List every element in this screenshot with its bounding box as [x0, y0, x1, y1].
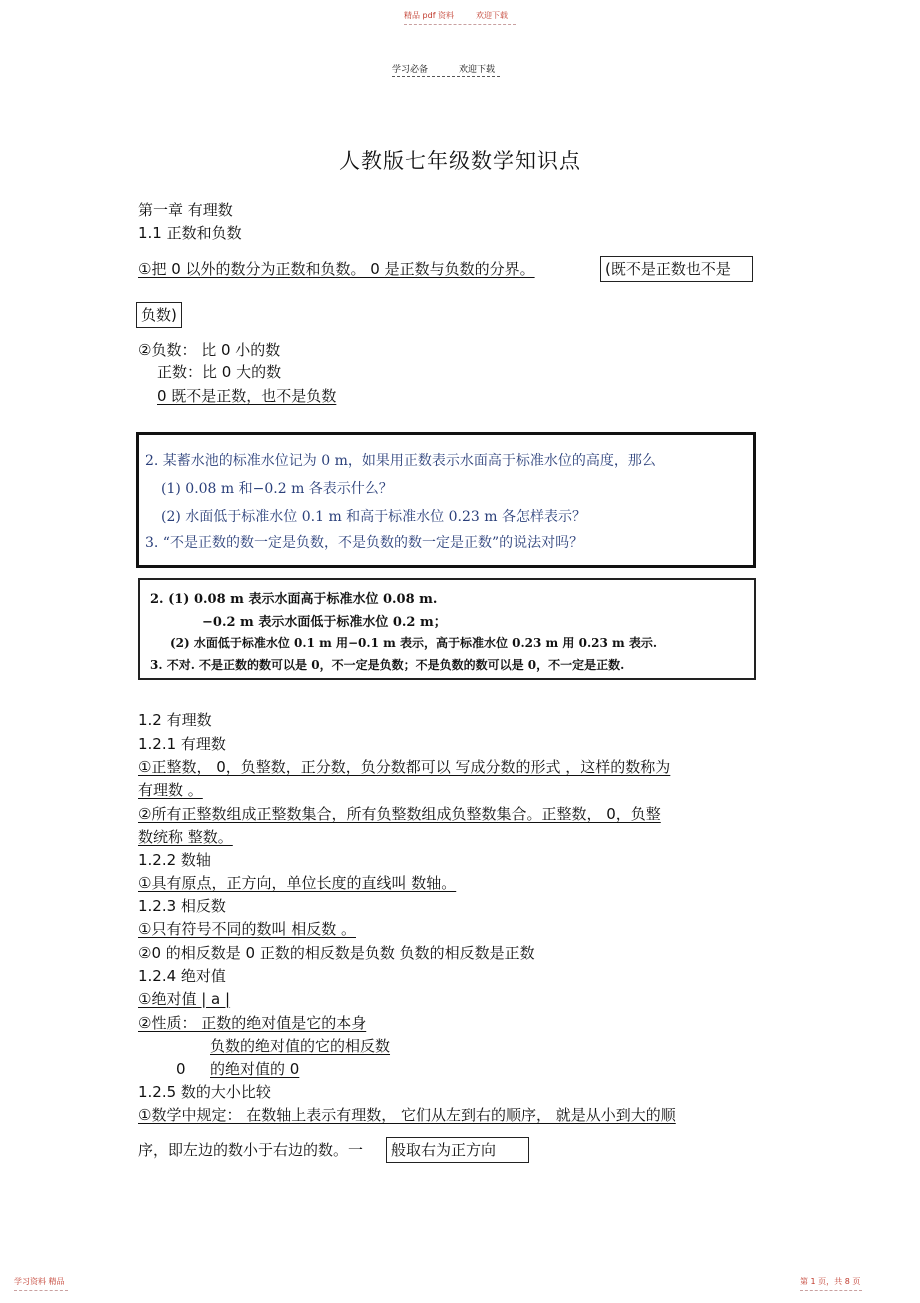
compare-2-box: 般取右为正方向	[386, 1137, 529, 1163]
answer-line-2: −0.2 m 表示水面低于标准水位 0.2 m；	[202, 615, 447, 630]
absolute-4-left: 0	[176, 1060, 186, 1078]
section-1-1: 1.1 正数和负数	[138, 224, 242, 242]
compare-2-a: 序，即左边的数小于右边的数。一	[138, 1141, 364, 1159]
question-line-1: 2. 某蓄水池的标准水位记为 0 m，如果用正数表示水面高于标准水位的高度，那么	[145, 453, 656, 469]
footer-right-divider	[800, 1290, 862, 1291]
answer-line-3: (2) 水面低于标准水位 0.1 m 用−0.1 m 表示，高于标准水位 0.23 m 用 0.23 m 表示.	[170, 636, 658, 650]
sub-header-right: 欢迎下载	[459, 65, 496, 75]
footer-page-number: 第 1 页，共 8 页	[800, 1277, 861, 1286]
section-1-2-2: 1.2.2 数轴	[138, 851, 211, 869]
footer-left: 学习资料 精品	[14, 1277, 65, 1286]
para-1-box-2: 负数)	[136, 302, 182, 328]
compare-1: ①数学中规定： 在数轴上表示有理数， 它们从左到右的顺序， 就是从小到大的顺	[138, 1106, 676, 1124]
footer-left-divider	[14, 1290, 68, 1291]
answer-line-1: 2. (1) 0.08 m 表示水面高于标准水位 0.08 m.	[150, 592, 438, 607]
absolute-4-right: 的绝对值的 0	[210, 1060, 300, 1078]
top-header-divider	[404, 24, 516, 25]
question-box	[136, 432, 756, 568]
para-2-b: 正数：比 0 大的数	[157, 363, 282, 381]
numberline-1: ①具有原点，正方向，单位长度的直线叫 数轴。	[138, 874, 457, 892]
rational-1-b: 有理数 。	[138, 781, 203, 799]
answer-box	[138, 578, 756, 680]
para-1-a: ①把 0 以外的数分为正数和负数。 0 是正数与负数的分界。	[138, 260, 535, 278]
section-1-2-3: 1.2.3 相反数	[138, 897, 226, 915]
para-1-box-1: (既不是正数也不是	[600, 256, 753, 282]
top-header-left: 精品 pdf 资料	[404, 11, 455, 20]
section-1-2-1: 1.2.1 有理数	[138, 735, 226, 753]
answer-line-4: 3. 不对. 不是正数的数可以是 0，不一定是负数；不是负数的数可以是 0，不一定是正数.	[150, 658, 625, 672]
question-line-3: (2) 水面低于标准水位 0.1 m 和高于标准水位 0.23 m 各怎样表示？	[161, 509, 586, 525]
section-1-2-5: 1.2.5 数的大小比较	[138, 1083, 271, 1101]
para-2-a: ②负数： 比 0 小的数	[138, 341, 281, 359]
para-2-c: 0 既不是正数，也不是负数	[157, 387, 337, 405]
section-1-2: 1.2 有理数	[138, 711, 212, 729]
absolute-3: 负数的绝对值的它的相反数	[210, 1037, 391, 1055]
top-header-right: 欢迎下载	[476, 11, 508, 20]
absolute-2: ②性质： 正数的绝对值是它的本身	[138, 1014, 367, 1032]
absolute-1: ①绝对值 | a |	[138, 990, 231, 1008]
question-line-2: (1) 0.08 m 和−0.2 m 各表示什么？	[161, 481, 393, 497]
opposite-2: ②0 的相反数是 0 正数的相反数是负数 负数的相反数是正数	[138, 944, 535, 962]
sub-header-divider	[392, 76, 500, 77]
section-1-2-4: 1.2.4 绝对值	[138, 967, 226, 985]
rational-1-a: ①正整数， 0，负整数，正分数，负分数都可以 写成分数的形式 ，这样的数称为	[138, 758, 671, 776]
rational-2-a: ②所有正整数组成正整数集合，所有负整数组成负整数集合。正整数， 0，负整	[138, 805, 661, 823]
opposite-1: ①只有符号不同的数叫 相反数 。	[138, 920, 356, 938]
page-title: 人教版七年级数学知识点	[339, 149, 581, 173]
question-line-4: 3. “不是正数的数一定是负数，不是负数的数一定是正数”的说法对吗？	[145, 535, 584, 551]
chapter-heading: 第一章 有理数	[138, 201, 233, 219]
rational-2-b: 数统称 整数。	[138, 828, 233, 846]
sub-header-left: 学习必备	[392, 65, 429, 75]
